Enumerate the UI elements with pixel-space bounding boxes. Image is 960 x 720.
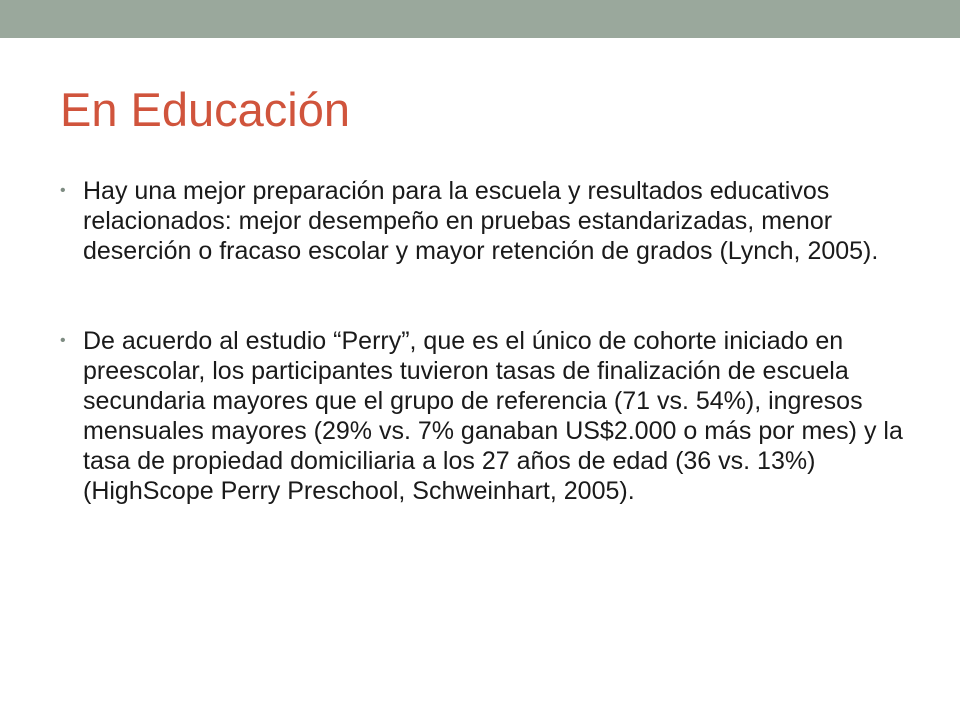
bullet-marker-icon: • [60, 332, 66, 349]
bullet-text: De acuerdo al estudio “Perry”, que es el único de cohorte iniciado en preescolar, los participantes tuvieron tasas de finalización de escuela secundaria mayores que el grupo de referencia (71 vs. 54%), ingresos mensuales mayores (29% vs. 7% ganaban US$2.000 o más por mes) y la tasa de propiedad domiciliaria a los 27 años de edad (36 vs. 13%) (HighScope Perry Preschool, Schweinhart, 2005). [83, 327, 903, 505]
bullet-text: Hay una mejor preparación para la escuela y resultados educativos relacionados: mejor desempeño en pruebas estandarizadas, menor deserción o fracaso escolar y mayor retención de grados (Lynch, 2005). [83, 177, 879, 265]
bullet-item-preparation [60, 176, 910, 266]
bullet-marker-icon: • [60, 182, 66, 199]
top-accent-bar [0, 0, 960, 38]
slide-title: En Educación [60, 83, 351, 136]
bullet-list [60, 176, 910, 506]
bullet-item-perry-study [60, 326, 910, 506]
